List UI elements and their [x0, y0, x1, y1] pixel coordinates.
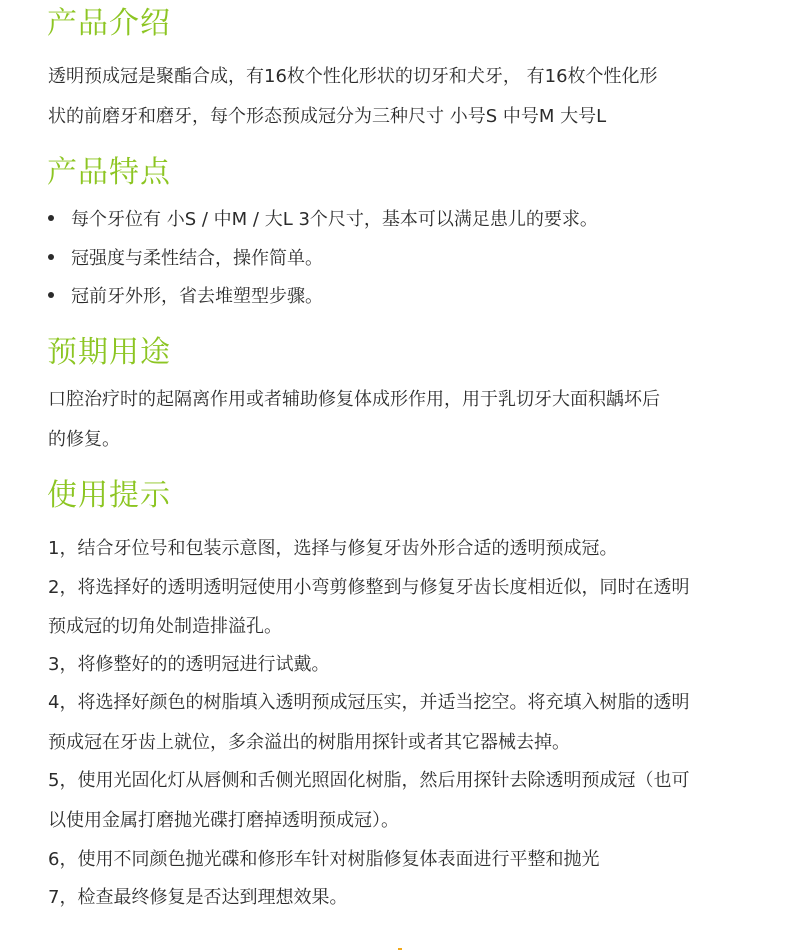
- tip-line: 6，使用不同颜色抛光碟和修形车针对树脂修复体表面进行平整和抛光: [48, 849, 600, 870]
- features-heading: 产品特点: [47, 155, 171, 190]
- tips-heading: 使用提示: [47, 478, 171, 513]
- tip-line: 预成冠的切角处制造排溢孔。: [48, 616, 282, 637]
- feature-text: 每个牙位有 小S / 中M / 大L 3个尺寸，基本可以满足患儿的要求。: [71, 209, 598, 230]
- usage-heading: 预期用途: [47, 335, 171, 370]
- cropped-next-heading: [0, 940, 800, 950]
- tip-line: 3，将修整好的的透明冠进行试戴。: [48, 654, 330, 675]
- bullet-icon: [48, 254, 54, 260]
- tip-line: 以使用金属打磨抛光碟打磨掉透明预成冠）。: [48, 810, 399, 831]
- tip-line: 7，检查最终修复是否达到理想效果。: [48, 887, 348, 908]
- feature-item: [48, 284, 323, 310]
- tip-line: 2，将选择好的透明透明冠使用小弯剪修整到与修复牙齿长度相近似，同时在透明: [48, 577, 690, 598]
- cropped-heading-fragment-icon: [0, 945, 800, 950]
- usage-line-2: 的修复。: [48, 429, 120, 450]
- feature-item: [48, 207, 598, 233]
- tip-line: 5，使用光固化灯从唇侧和舌侧光照固化树脂，然后用探针去除透明预成冠（也可: [48, 770, 690, 791]
- intro-heading: 产品介绍: [47, 6, 171, 41]
- tip-line: 预成冠在牙齿上就位，多余溢出的树脂用探针或者其它器械去掉。: [48, 732, 570, 753]
- intro-line-1: 透明预成冠是聚酯合成，有16枚个性化形状的切牙和犬牙， 有16枚个性化形: [48, 66, 658, 87]
- feature-item: [48, 246, 323, 272]
- intro-line-2: 状的前磨牙和磨牙，每个形态预成冠分为三种尺寸 小号S 中号M 大号L: [48, 106, 607, 127]
- feature-text: 冠前牙外形，省去堆塑型步骤。: [71, 286, 323, 307]
- feature-text: 冠强度与柔性结合，操作简单。: [71, 248, 323, 269]
- bullet-icon: [48, 292, 54, 298]
- usage-line-1: 口腔治疗时的起隔离作用或者辅助修复体成形作用，用于乳切牙大面积龋坏后: [48, 389, 660, 410]
- bullet-icon: [48, 215, 54, 221]
- tip-line: 1，结合牙位号和包装示意图，选择与修复牙齿外形合适的透明预成冠。: [48, 538, 618, 559]
- tip-line: 4，将选择好颜色的树脂填入透明预成冠压实，并适当挖空。将充填入树脂的透明: [48, 692, 690, 713]
